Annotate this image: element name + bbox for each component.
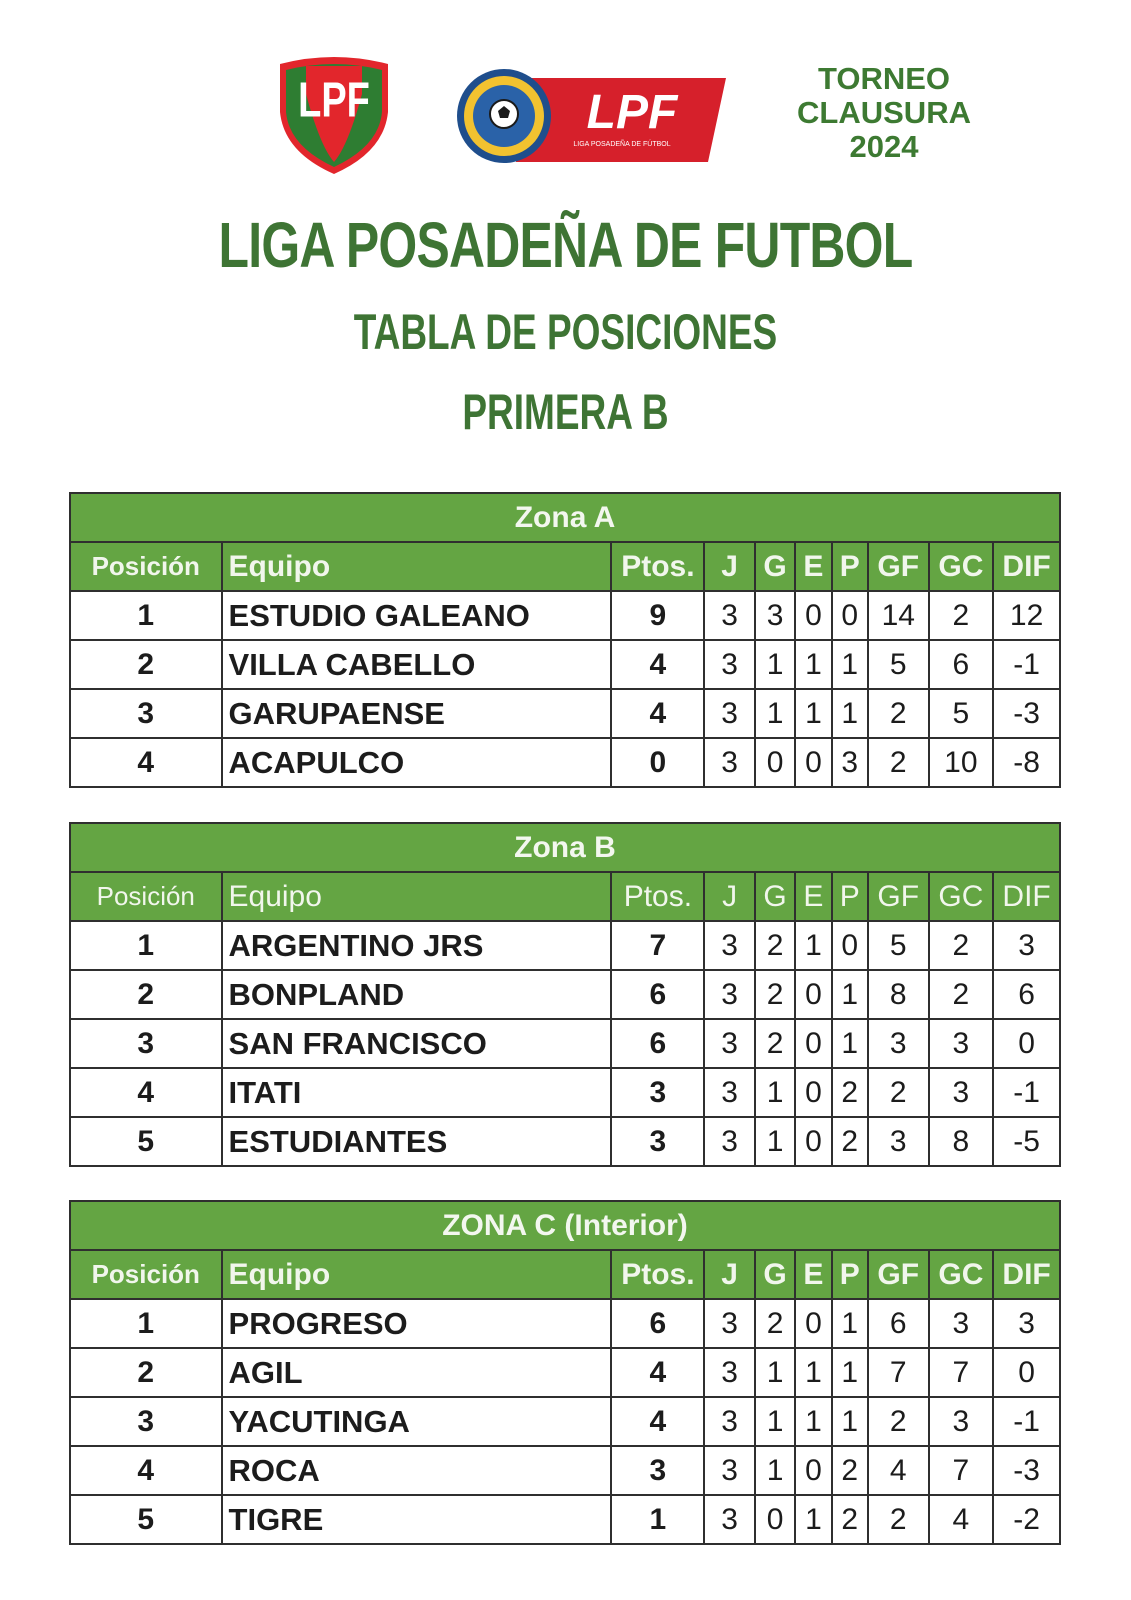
cell-g: 1 xyxy=(755,640,795,689)
cell-dif: -5 xyxy=(993,1117,1060,1166)
table-row xyxy=(70,689,1060,738)
column-header-pos: Posición xyxy=(70,872,222,921)
column-header-dif: DIF xyxy=(993,542,1060,591)
cell-team: TIGRE xyxy=(222,1495,612,1544)
tournament-line-1: TORNEO xyxy=(817,61,951,96)
cell-pos: 1 xyxy=(70,591,222,640)
column-header-gc: GC xyxy=(929,542,994,591)
cell-pts: 4 xyxy=(611,689,704,738)
cell-gf: 2 xyxy=(868,738,929,787)
column-header-pts: Ptos. xyxy=(611,542,704,591)
cell-p: 2 xyxy=(832,1495,868,1544)
cell-j: 3 xyxy=(704,689,755,738)
cell-e: 0 xyxy=(795,1019,831,1068)
cell-e: 1 xyxy=(795,640,831,689)
cell-pts: 4 xyxy=(611,1397,704,1446)
cell-pos: 4 xyxy=(70,738,222,787)
cell-pts: 3 xyxy=(611,1117,704,1166)
cell-gf: 2 xyxy=(868,1397,929,1446)
cell-g: 0 xyxy=(755,1495,795,1544)
cell-p: 1 xyxy=(832,689,868,738)
cell-j: 3 xyxy=(704,738,755,787)
cell-j: 3 xyxy=(704,1019,755,1068)
table-row xyxy=(70,1495,1060,1544)
cell-p: 2 xyxy=(832,1068,868,1117)
column-header-e: E xyxy=(795,542,831,591)
page-subtitle: TABLA DE POSICIONES xyxy=(353,304,778,360)
cell-dif: -2 xyxy=(993,1495,1060,1544)
cell-e: 0 xyxy=(795,1117,831,1166)
tournament-line-2: CLAUSURA xyxy=(797,95,971,130)
cell-dif: 0 xyxy=(993,1348,1060,1397)
cell-pos: 5 xyxy=(70,1495,222,1544)
division-label: PRIMERA B xyxy=(462,384,669,440)
cell-gf: 8 xyxy=(868,970,929,1019)
cell-team: ESTUDIANTES xyxy=(222,1117,612,1166)
cell-p: 0 xyxy=(832,591,868,640)
cell-e: 0 xyxy=(795,1068,831,1117)
cell-g: 1 xyxy=(755,1117,795,1166)
cell-dif: -8 xyxy=(993,738,1060,787)
cell-g: 2 xyxy=(755,970,795,1019)
cell-pos: 4 xyxy=(70,1446,222,1495)
cell-gc: 3 xyxy=(929,1299,994,1348)
cell-j: 3 xyxy=(704,921,755,970)
cell-g: 1 xyxy=(755,1068,795,1117)
cell-e: 0 xyxy=(795,970,831,1019)
cell-g: 2 xyxy=(755,1019,795,1068)
column-header-g: G xyxy=(755,1250,795,1299)
page-title: LIGA POSADEÑA DE FUTBOL xyxy=(218,209,913,281)
cell-pts: 6 xyxy=(611,970,704,1019)
cell-pos: 1 xyxy=(70,1299,222,1348)
cell-gf: 2 xyxy=(868,1068,929,1117)
cell-pts: 6 xyxy=(611,1019,704,1068)
cell-pos: 3 xyxy=(70,1019,222,1068)
cell-gc: 3 xyxy=(929,1397,994,1446)
column-header-gf: GF xyxy=(868,1250,929,1299)
cell-team: VILLA CABELLO xyxy=(222,640,612,689)
cell-e: 1 xyxy=(795,1495,831,1544)
cell-gf: 7 xyxy=(868,1348,929,1397)
cell-p: 2 xyxy=(832,1117,868,1166)
cell-gc: 2 xyxy=(929,921,994,970)
table-row xyxy=(70,640,1060,689)
cell-pts: 7 xyxy=(611,921,704,970)
column-header-p: P xyxy=(832,872,868,921)
column-header-pos: Posición xyxy=(70,542,222,591)
column-header-gf: GF xyxy=(868,542,929,591)
column-header-dif: DIF xyxy=(993,1250,1060,1299)
column-header-p: P xyxy=(832,542,868,591)
cell-g: 2 xyxy=(755,921,795,970)
cell-p: 3 xyxy=(832,738,868,787)
table-row xyxy=(70,1117,1060,1166)
table-row xyxy=(70,970,1060,1019)
cell-dif: 3 xyxy=(993,921,1060,970)
cell-team: BONPLAND xyxy=(222,970,612,1019)
cell-p: 1 xyxy=(832,1397,868,1446)
cell-pos: 4 xyxy=(70,1068,222,1117)
table-row xyxy=(70,1068,1060,1117)
cell-pts: 9 xyxy=(611,591,704,640)
zone-title: Zona B xyxy=(70,823,1060,872)
cell-p: 1 xyxy=(832,640,868,689)
cell-gf: 5 xyxy=(868,921,929,970)
cell-pts: 6 xyxy=(611,1299,704,1348)
cell-pts: 3 xyxy=(611,1068,704,1117)
cell-gc: 2 xyxy=(929,591,994,640)
cell-gc: 5 xyxy=(929,689,994,738)
cell-g: 1 xyxy=(755,1397,795,1446)
column-header-e: E xyxy=(795,872,831,921)
column-header-pts: Ptos. xyxy=(611,872,704,921)
cell-gc: 6 xyxy=(929,640,994,689)
cell-team: ARGENTINO JRS xyxy=(222,921,612,970)
column-header-team: Equipo xyxy=(222,872,612,921)
tournament-label xyxy=(776,62,992,164)
cell-pos: 2 xyxy=(70,970,222,1019)
column-header-gc: GC xyxy=(929,872,994,921)
cell-j: 3 xyxy=(704,970,755,1019)
cell-pos: 2 xyxy=(70,640,222,689)
cell-pos: 5 xyxy=(70,1117,222,1166)
cell-gc: 3 xyxy=(929,1019,994,1068)
cell-team: ACAPULCO xyxy=(222,738,612,787)
cell-dif: -1 xyxy=(993,640,1060,689)
cell-dif: 6 xyxy=(993,970,1060,1019)
lpf-shield-logo xyxy=(276,54,392,176)
column-header-team: Equipo xyxy=(222,542,612,591)
cell-team: YACUTINGA xyxy=(222,1397,612,1446)
cell-dif: -3 xyxy=(993,689,1060,738)
column-header-p: P xyxy=(832,1250,868,1299)
cell-pts: 4 xyxy=(611,1348,704,1397)
cell-dif: -1 xyxy=(993,1068,1060,1117)
shield-logo-text: LPF xyxy=(298,72,370,128)
cell-pts: 4 xyxy=(611,640,704,689)
cell-team: SAN FRANCISCO xyxy=(222,1019,612,1068)
cell-pos: 2 xyxy=(70,1348,222,1397)
cell-gf: 14 xyxy=(868,591,929,640)
cell-e: 1 xyxy=(795,689,831,738)
cell-pos: 3 xyxy=(70,1397,222,1446)
cell-g: 2 xyxy=(755,1299,795,1348)
cell-team: ITATI xyxy=(222,1068,612,1117)
cell-g: 1 xyxy=(755,689,795,738)
cell-e: 0 xyxy=(795,1446,831,1495)
column-header-e: E xyxy=(795,1250,831,1299)
column-header-j: J xyxy=(704,872,755,921)
cell-p: 1 xyxy=(832,1299,868,1348)
column-header-j: J xyxy=(704,542,755,591)
cell-j: 3 xyxy=(704,1117,755,1166)
cell-gf: 4 xyxy=(868,1446,929,1495)
column-header-gc: GC xyxy=(929,1250,994,1299)
cell-team: ROCA xyxy=(222,1446,612,1495)
cell-dif: -3 xyxy=(993,1446,1060,1495)
zone-title: Zona A xyxy=(70,493,1060,542)
cell-pts: 0 xyxy=(611,738,704,787)
standings-table-zone-3 xyxy=(69,1200,1061,1545)
cell-p: 0 xyxy=(832,921,868,970)
cell-gf: 2 xyxy=(868,689,929,738)
cell-gf: 3 xyxy=(868,1019,929,1068)
cell-j: 3 xyxy=(704,1446,755,1495)
cell-e: 1 xyxy=(795,1348,831,1397)
cell-e: 1 xyxy=(795,921,831,970)
table-row xyxy=(70,921,1060,970)
cell-gc: 2 xyxy=(929,970,994,1019)
cell-j: 3 xyxy=(704,1397,755,1446)
standings-table-zone-2 xyxy=(69,822,1061,1167)
cell-gf: 3 xyxy=(868,1117,929,1166)
cell-p: 1 xyxy=(832,1019,868,1068)
cell-g: 1 xyxy=(755,1446,795,1495)
cell-g: 1 xyxy=(755,1348,795,1397)
cell-e: 0 xyxy=(795,738,831,787)
cell-team: GARUPAENSE xyxy=(222,689,612,738)
cell-gf: 2 xyxy=(868,1495,929,1544)
column-header-dif: DIF xyxy=(993,872,1060,921)
cell-j: 3 xyxy=(704,591,755,640)
cell-pos: 3 xyxy=(70,689,222,738)
cell-pts: 1 xyxy=(611,1495,704,1544)
cell-team: PROGRESO xyxy=(222,1299,612,1348)
cell-pos: 1 xyxy=(70,921,222,970)
cell-gc: 10 xyxy=(929,738,994,787)
standings-table-zone-1 xyxy=(69,492,1061,788)
table-row xyxy=(70,1299,1060,1348)
cell-team: ESTUDIO GALEANO xyxy=(222,591,612,640)
cell-j: 3 xyxy=(704,1495,755,1544)
table-row xyxy=(70,1397,1060,1446)
table-row xyxy=(70,591,1060,640)
column-header-pts: Ptos. xyxy=(611,1250,704,1299)
cell-g: 0 xyxy=(755,738,795,787)
badge-logo-subtext: LIGA POSADEÑA DE FÚTBOL xyxy=(573,141,671,148)
table-row xyxy=(70,738,1060,787)
column-header-gf: GF xyxy=(868,872,929,921)
table-row xyxy=(70,1019,1060,1068)
cell-gf: 5 xyxy=(868,640,929,689)
cell-j: 3 xyxy=(704,640,755,689)
cell-p: 1 xyxy=(832,970,868,1019)
column-header-j: J xyxy=(704,1250,755,1299)
tournament-line-3: 2024 xyxy=(849,129,919,164)
cell-gc: 8 xyxy=(929,1117,994,1166)
badge-logo-text: LPF xyxy=(586,86,678,139)
cell-j: 3 xyxy=(704,1068,755,1117)
cell-e: 0 xyxy=(795,1299,831,1348)
cell-gc: 4 xyxy=(929,1495,994,1544)
column-header-pos: Posición xyxy=(70,1250,222,1299)
cell-gc: 7 xyxy=(929,1446,994,1495)
cell-j: 3 xyxy=(704,1348,755,1397)
cell-e: 1 xyxy=(795,1397,831,1446)
cell-gc: 3 xyxy=(929,1068,994,1117)
cell-gf: 6 xyxy=(868,1299,929,1348)
cell-p: 1 xyxy=(832,1348,868,1397)
cell-j: 3 xyxy=(704,1299,755,1348)
cell-dif: -1 xyxy=(993,1397,1060,1446)
cell-p: 2 xyxy=(832,1446,868,1495)
lpf-badge-logo xyxy=(456,66,728,166)
cell-dif: 3 xyxy=(993,1299,1060,1348)
column-header-g: G xyxy=(755,872,795,921)
cell-g: 3 xyxy=(755,591,795,640)
zone-title: ZONA C (Interior) xyxy=(70,1201,1060,1250)
cell-e: 0 xyxy=(795,591,831,640)
cell-gc: 7 xyxy=(929,1348,994,1397)
column-header-team: Equipo xyxy=(222,1250,612,1299)
cell-pts: 3 xyxy=(611,1446,704,1495)
table-row xyxy=(70,1348,1060,1397)
column-header-g: G xyxy=(755,542,795,591)
table-row xyxy=(70,1446,1060,1495)
cell-team: AGIL xyxy=(222,1348,612,1397)
cell-dif: 0 xyxy=(993,1019,1060,1068)
cell-dif: 12 xyxy=(993,591,1060,640)
